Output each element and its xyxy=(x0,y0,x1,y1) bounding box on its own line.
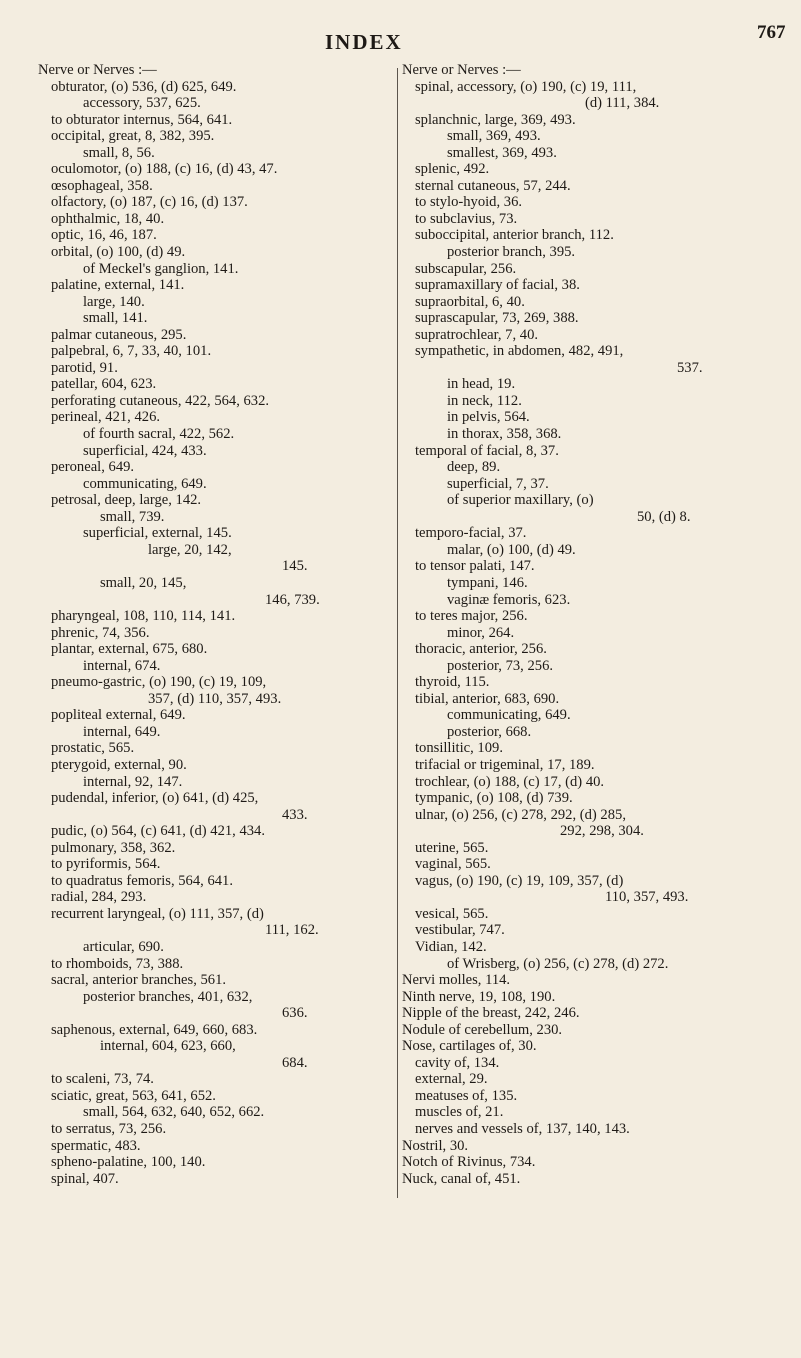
index-entry-text: perineal, 421, 426. xyxy=(51,409,161,426)
index-entry xyxy=(38,343,384,360)
index-entry-text: splanchnic, large, 369, 493. xyxy=(415,111,576,128)
index-entry xyxy=(402,1154,788,1171)
index-entry xyxy=(38,161,384,178)
index-entry xyxy=(402,178,788,195)
index-entry xyxy=(38,327,384,344)
index-entry-text: to serratus, 73, 256. xyxy=(51,1121,167,1137)
index-entry-text: superficial, external, 145. xyxy=(83,525,232,542)
index-entry xyxy=(38,112,384,129)
index-entry-text: to scaleni, 73, 74. xyxy=(51,1071,154,1088)
index-entry-text: sciatic, great, 563, 641, 652. xyxy=(51,1087,216,1104)
index-entry xyxy=(38,95,384,112)
index-entry xyxy=(402,1022,788,1039)
index-entry-text: superficial, 7, 37. xyxy=(447,475,549,492)
index-entry xyxy=(402,79,788,96)
index-entry xyxy=(402,476,788,493)
index-entry xyxy=(38,294,384,311)
index-entry-text: tonsillitic, 109. xyxy=(415,740,503,757)
index-entry-text: occipital, great, 8, 382, 395. xyxy=(51,128,215,145)
index-entry xyxy=(402,989,788,1006)
index-entry-text: 50, (d) 8. xyxy=(637,508,691,525)
index-entry-text: to tensor palati, 147. xyxy=(415,558,535,575)
index-entry-text: spinal, 407. xyxy=(51,1170,119,1187)
index-entry xyxy=(38,79,384,96)
index-entry xyxy=(38,310,384,327)
index-entry xyxy=(38,807,384,824)
index-entry-text: Nerve or Nerves :— xyxy=(402,62,521,78)
index-entry-text: 357, (d) 110, 357, 493. xyxy=(148,690,282,707)
index-entry xyxy=(402,277,788,294)
index-entry-text: Nerve or Nerves :— xyxy=(38,62,157,78)
index-entry xyxy=(38,707,384,724)
index-entry-text: Nipple of the breast, 242, 246. xyxy=(402,1005,580,1022)
index-entry xyxy=(38,376,384,393)
index-entry-text: cavity of, 134. xyxy=(415,1054,500,1071)
index-entry xyxy=(402,707,788,724)
index-entry xyxy=(38,360,384,377)
index-entry-text: of superior maxillary, (o) xyxy=(447,492,594,509)
index-entry xyxy=(402,1104,788,1121)
index-entry xyxy=(38,145,384,162)
index-entry xyxy=(402,972,788,989)
index-entry xyxy=(38,459,384,476)
index-entry-text: to obturator internus, 564, 641. xyxy=(51,111,233,128)
index-entry xyxy=(402,128,788,145)
index-entry xyxy=(38,774,384,791)
index-entry xyxy=(402,376,788,393)
index-entry-text: thyroid, 115. xyxy=(415,674,490,691)
index-entry xyxy=(38,194,384,211)
index-entry-text: small, 8, 56. xyxy=(83,144,155,161)
index-entry xyxy=(402,211,788,228)
index-entry-text: Notch of Rivinus, 734. xyxy=(402,1154,536,1171)
index-entry xyxy=(402,889,788,906)
index-entry xyxy=(402,194,788,211)
index-entry xyxy=(402,592,788,609)
index-entry xyxy=(38,1071,384,1088)
index-entry-text: tympanic, (o) 108, (d) 739. xyxy=(415,790,573,807)
index-entry-text: internal, 604, 623, 660, xyxy=(100,1038,236,1055)
index-entry xyxy=(402,409,788,426)
index-entry-text: pneumo-gastric, (o) 190, (c) 19, 109, xyxy=(51,674,267,691)
index-entry xyxy=(38,972,384,989)
index-entry xyxy=(402,343,788,360)
index-entry xyxy=(38,128,384,145)
index-entry xyxy=(38,889,384,906)
index-entry-text: pharyngeal, 108, 110, 114, 141. xyxy=(51,608,236,625)
index-entry-text: supramaxillary of facial, 38. xyxy=(415,277,580,294)
index-entry-text: malar, (o) 100, (d) 49. xyxy=(447,541,576,558)
index-entry-text: external, 29. xyxy=(415,1071,488,1088)
index-entry xyxy=(38,277,384,294)
index-entry xyxy=(402,145,788,162)
index-entry-text: pterygoid, external, 90. xyxy=(51,756,187,773)
index-entry xyxy=(402,674,788,691)
index-entry xyxy=(38,1154,384,1171)
index-entry xyxy=(402,360,788,377)
index-entry xyxy=(402,1038,788,1055)
index-entry-text: deep, 89. xyxy=(447,459,501,476)
index-entry xyxy=(38,575,384,592)
index-entry xyxy=(38,1005,384,1022)
index-entry-text: pudendal, inferior, (o) 641, (d) 425, xyxy=(51,790,259,807)
index-entry xyxy=(38,608,384,625)
index-entry xyxy=(38,724,384,741)
running-title: INDEX xyxy=(325,30,403,54)
index-entry-text: to stylo-hyoid, 36. xyxy=(415,194,523,211)
index-entry xyxy=(38,1022,384,1039)
index-entry xyxy=(38,757,384,774)
index-entry-text: vestibular, 747. xyxy=(415,922,505,939)
index-entry-text: subscapular, 256. xyxy=(415,260,517,277)
index-entry xyxy=(402,774,788,791)
index-entry-text: internal, 674. xyxy=(83,657,161,674)
index-entry xyxy=(38,476,384,493)
index-entry-text: internal, 649. xyxy=(83,723,161,740)
index-entry-text: accessory, 537, 625. xyxy=(83,95,201,112)
index-entry-text: in thorax, 358, 368. xyxy=(447,426,562,443)
index-entry-text: ulnar, (o) 256, (c) 278, 292, (d) 285, xyxy=(415,806,626,823)
index-entry xyxy=(38,62,384,79)
index-entry xyxy=(38,393,384,410)
index-entry-text: Ninth nerve, 19, 108, 190. xyxy=(402,988,556,1005)
index-entry xyxy=(402,1138,788,1155)
index-entry-text: to pyriformis, 564. xyxy=(51,856,161,873)
index-entry xyxy=(402,956,788,973)
index-entry-text: peroneal, 649. xyxy=(51,459,135,476)
index-entry xyxy=(402,1171,788,1188)
index-entry xyxy=(402,393,788,410)
index-entry xyxy=(402,625,788,642)
index-entry xyxy=(402,310,788,327)
index-entry-text: 110, 357, 493. xyxy=(605,889,689,906)
index-entry-text: smallest, 369, 493. xyxy=(447,144,557,161)
index-entry xyxy=(38,443,384,460)
index-entry xyxy=(38,674,384,691)
index-entry-text: internal, 92, 147. xyxy=(83,773,183,790)
index-entry xyxy=(402,939,788,956)
index-entry-text: Nostril, 30. xyxy=(402,1137,469,1154)
index-entry-text: temporo-facial, 37. xyxy=(415,525,527,542)
index-entry xyxy=(38,558,384,575)
index-entry xyxy=(38,1171,384,1188)
index-entry-text: posterior branches, 401, 632, xyxy=(83,988,253,1005)
index-entry-text: optic, 16, 46, 187. xyxy=(51,227,157,244)
index-entry xyxy=(402,608,788,625)
index-entry xyxy=(38,409,384,426)
index-entry xyxy=(402,161,788,178)
index-entry xyxy=(38,244,384,261)
index-column-right xyxy=(402,62,788,1187)
index-entry-text: 292, 298, 304. xyxy=(560,823,644,840)
index-entry-text: radial, 284, 293. xyxy=(51,889,147,906)
index-entry-text: Nodule of cerebellum, 230. xyxy=(402,1021,563,1038)
index-entry xyxy=(38,989,384,1006)
index-entry xyxy=(402,244,788,261)
index-entry-text: tibial, anterior, 683, 690. xyxy=(415,690,560,707)
index-entry-text: recurrent laryngeal, (o) 111, 357, (d) xyxy=(51,905,264,922)
index-entry-text: in head, 19. xyxy=(447,376,516,393)
index-entry xyxy=(38,658,384,675)
index-entry xyxy=(402,1088,788,1105)
index-entry xyxy=(402,922,788,939)
index-entry xyxy=(402,575,788,592)
index-entry xyxy=(402,856,788,873)
column-divider xyxy=(397,68,398,1198)
index-entry-text: Vidian, 142. xyxy=(415,938,487,955)
index-entry xyxy=(402,112,788,129)
index-entry xyxy=(38,956,384,973)
index-entry xyxy=(38,873,384,890)
index-entry xyxy=(38,906,384,923)
index-entry xyxy=(38,922,384,939)
index-entry xyxy=(38,1055,384,1072)
index-entry-text: supratrochlear, 7, 40. xyxy=(415,326,539,343)
index-entry xyxy=(38,1104,384,1121)
index-entry-text: of Meckel's ganglion, 141. xyxy=(83,260,239,277)
index-entry xyxy=(402,95,788,112)
index-entry-text: in pelvis, 564. xyxy=(447,409,530,426)
index-entry-text: temporal of facial, 8, 37. xyxy=(415,442,559,459)
index-entry-text: sacral, anterior branches, 561. xyxy=(51,972,227,989)
page-number: 767 xyxy=(757,22,786,43)
index-entry xyxy=(402,790,788,807)
index-entry-text: posterior, 73, 256. xyxy=(447,657,554,674)
index-entry-text: oculomotor, (o) 188, (c) 16, (d) 43, 47. xyxy=(51,161,278,178)
index-entry xyxy=(38,939,384,956)
index-entry xyxy=(402,691,788,708)
index-entry xyxy=(402,740,788,757)
index-entry-text: 145. xyxy=(282,558,308,575)
index-entry-text: articular, 690. xyxy=(83,938,164,955)
index-entry-text: 537. xyxy=(677,359,703,376)
index-entry-text: parotid, 91. xyxy=(51,359,118,376)
index-entry-text: uterine, 565. xyxy=(415,839,489,856)
index-entry xyxy=(402,509,788,526)
index-entry-text: Nuck, canal of, 451. xyxy=(402,1170,521,1187)
index-entry-text: saphenous, external, 649, 660, 683. xyxy=(51,1021,258,1038)
index-entry-text: vaginæ femoris, 623. xyxy=(447,591,571,608)
index-entry xyxy=(38,592,384,609)
index-entry xyxy=(38,542,384,559)
index-entry-text: œsophageal, 358. xyxy=(51,177,153,194)
index-entry xyxy=(402,1071,788,1088)
index-entry xyxy=(402,873,788,890)
index-entry-text: vesical, 565. xyxy=(415,905,489,922)
index-entry-text: small, 20, 145, xyxy=(100,574,187,591)
index-entry-text: 146, 739. xyxy=(265,591,320,608)
index-entry xyxy=(38,823,384,840)
index-entry xyxy=(38,790,384,807)
index-entry-text: superficial, 424, 433. xyxy=(83,442,207,459)
index-entry-text: to quadratus femoris, 564, 641. xyxy=(51,872,233,889)
index-entry xyxy=(38,1088,384,1105)
index-entry-text: patellar, 604, 623. xyxy=(51,376,157,393)
index-entry xyxy=(38,178,384,195)
index-entry-text: ophthalmic, 18, 40. xyxy=(51,210,165,227)
index-entry xyxy=(402,542,788,559)
index-entry-text: petrosal, deep, large, 142. xyxy=(51,492,202,509)
index-entry-text: sternal cutaneous, 57, 244. xyxy=(415,177,571,194)
index-entry-text: thoracic, anterior, 256. xyxy=(415,641,547,658)
index-entry xyxy=(402,1121,788,1138)
index-entry-text: prostatic, 565. xyxy=(51,740,135,757)
index-entry-text: 111, 162. xyxy=(265,922,319,939)
index-entry-text: muscles of, 21. xyxy=(415,1104,504,1121)
index-entry xyxy=(38,1121,384,1138)
index-entry-text: olfactory, (o) 187, (c) 16, (d) 137. xyxy=(51,194,248,211)
index-entry-text: tympani, 146. xyxy=(447,574,528,591)
index-entry-text: minor, 264. xyxy=(447,624,515,641)
index-entry-text: spheno-palatine, 100, 140. xyxy=(51,1154,206,1171)
index-entry xyxy=(38,1038,384,1055)
index-entry-text: phrenic, 74, 356. xyxy=(51,624,150,641)
index-entry-text: Nervi molles, 114. xyxy=(402,972,511,989)
index-entry xyxy=(402,227,788,244)
index-entry-text: nerves and vessels of, 137, 140, 143. xyxy=(415,1121,630,1137)
index-entry-text: vagus, (o) 190, (c) 19, 109, 357, (d) xyxy=(415,872,624,889)
index-entry-text: small, 141. xyxy=(83,310,148,327)
index-entry xyxy=(402,558,788,575)
index-entry xyxy=(38,641,384,658)
index-entry xyxy=(402,906,788,923)
index-entry-text: 684. xyxy=(282,1054,308,1071)
index-entry-text: obturator, (o) 536, (d) 625, 649. xyxy=(51,78,237,95)
index-entry xyxy=(38,740,384,757)
index-entry xyxy=(38,840,384,857)
index-entry xyxy=(402,327,788,344)
index-entry-text: in neck, 112. xyxy=(447,392,522,409)
index-entry-text: sympathetic, in abdomen, 482, 491, xyxy=(415,343,624,360)
index-entry-text: orbital, (o) 100, (d) 49. xyxy=(51,244,186,261)
index-entry xyxy=(38,211,384,228)
index-entry-text: (d) 111, 384. xyxy=(585,95,660,112)
index-entry xyxy=(402,426,788,443)
index-entry xyxy=(38,492,384,509)
index-entry xyxy=(402,525,788,542)
index-entry xyxy=(38,625,384,642)
index-entry-text: palatine, external, 141. xyxy=(51,277,185,294)
index-entry-text: 433. xyxy=(282,806,308,823)
index-entry-text: trochlear, (o) 188, (c) 17, (d) 40. xyxy=(415,773,605,790)
index-entry xyxy=(38,1138,384,1155)
index-entry-text: of Wrisberg, (o) 256, (c) 278, (d) 272. xyxy=(447,955,669,972)
index-entry xyxy=(402,492,788,509)
index-entry-text: pulmonary, 358, 362. xyxy=(51,839,176,856)
index-column-left xyxy=(38,62,384,1187)
index-entry xyxy=(402,823,788,840)
index-entry-text: communicating, 649. xyxy=(447,707,571,724)
index-entry-text: palpebral, 6, 7, 33, 40, 101. xyxy=(51,343,212,360)
index-entry-text: of fourth sacral, 422, 562. xyxy=(83,426,235,443)
index-entry xyxy=(402,62,788,79)
index-entry xyxy=(38,525,384,542)
page-header xyxy=(0,0,801,54)
index-entry-text: 636. xyxy=(282,1005,308,1022)
index-entry-text: suboccipital, anterior branch, 112. xyxy=(415,227,614,244)
index-entry xyxy=(402,443,788,460)
index-entry-text: Nose, cartilages of, 30. xyxy=(402,1038,537,1055)
index-entry-text: spermatic, 483. xyxy=(51,1137,141,1154)
index-entry-text: suprascapular, 73, 269, 388. xyxy=(415,310,579,327)
index-entry-text: communicating, 649. xyxy=(83,475,207,492)
index-entry-text: trifacial or trigeminal, 17, 189. xyxy=(415,756,595,773)
index-entry-text: plantar, external, 675, 680. xyxy=(51,641,208,658)
index-entry xyxy=(38,509,384,526)
index-entry-text: supraorbital, 6, 40. xyxy=(415,293,525,310)
index-entry xyxy=(402,658,788,675)
index-entry-text: to subclavius, 73. xyxy=(415,210,518,227)
index-entry xyxy=(402,840,788,857)
index-entry-text: large, 140. xyxy=(83,293,145,310)
index-entry xyxy=(402,757,788,774)
index-entry-text: small, 739. xyxy=(100,508,165,525)
index-entry-text: to rhomboids, 73, 388. xyxy=(51,955,184,972)
index-entry xyxy=(402,261,788,278)
index-entry xyxy=(38,426,384,443)
index-entry xyxy=(38,227,384,244)
index-entry-text: posterior branch, 395. xyxy=(447,244,576,261)
index-entry xyxy=(38,691,384,708)
index-entry xyxy=(402,294,788,311)
index-entry-text: large, 20, 142, xyxy=(148,541,232,558)
index-entry-text: pudic, (o) 564, (c) 641, (d) 421, 434. xyxy=(51,823,265,840)
index-entry-text: vaginal, 565. xyxy=(415,856,491,873)
index-entry-text: small, 564, 632, 640, 652, 662. xyxy=(83,1104,265,1121)
index-entry xyxy=(38,856,384,873)
index-entry-text: meatuses of, 135. xyxy=(415,1087,518,1104)
index-entry-text: perforating cutaneous, 422, 564, 632. xyxy=(51,392,270,409)
index-entry-text: to teres major, 256. xyxy=(415,608,528,625)
index-entry xyxy=(402,641,788,658)
index-entry-text: posterior, 668. xyxy=(447,723,532,740)
index-entry-text: splenic, 492. xyxy=(415,161,490,178)
index-entry xyxy=(38,261,384,278)
index-entry-text: small, 369, 493. xyxy=(447,128,541,145)
index-entry xyxy=(402,1005,788,1022)
index-entry-text: palmar cutaneous, 295. xyxy=(51,326,187,343)
index-entry xyxy=(402,459,788,476)
index-entry-text: spinal, accessory, (o) 190, (c) 19, 111, xyxy=(415,78,637,95)
index-entry xyxy=(402,1055,788,1072)
index-entry xyxy=(402,724,788,741)
index-entry-text: popliteal external, 649. xyxy=(51,707,186,724)
index-entry xyxy=(402,807,788,824)
